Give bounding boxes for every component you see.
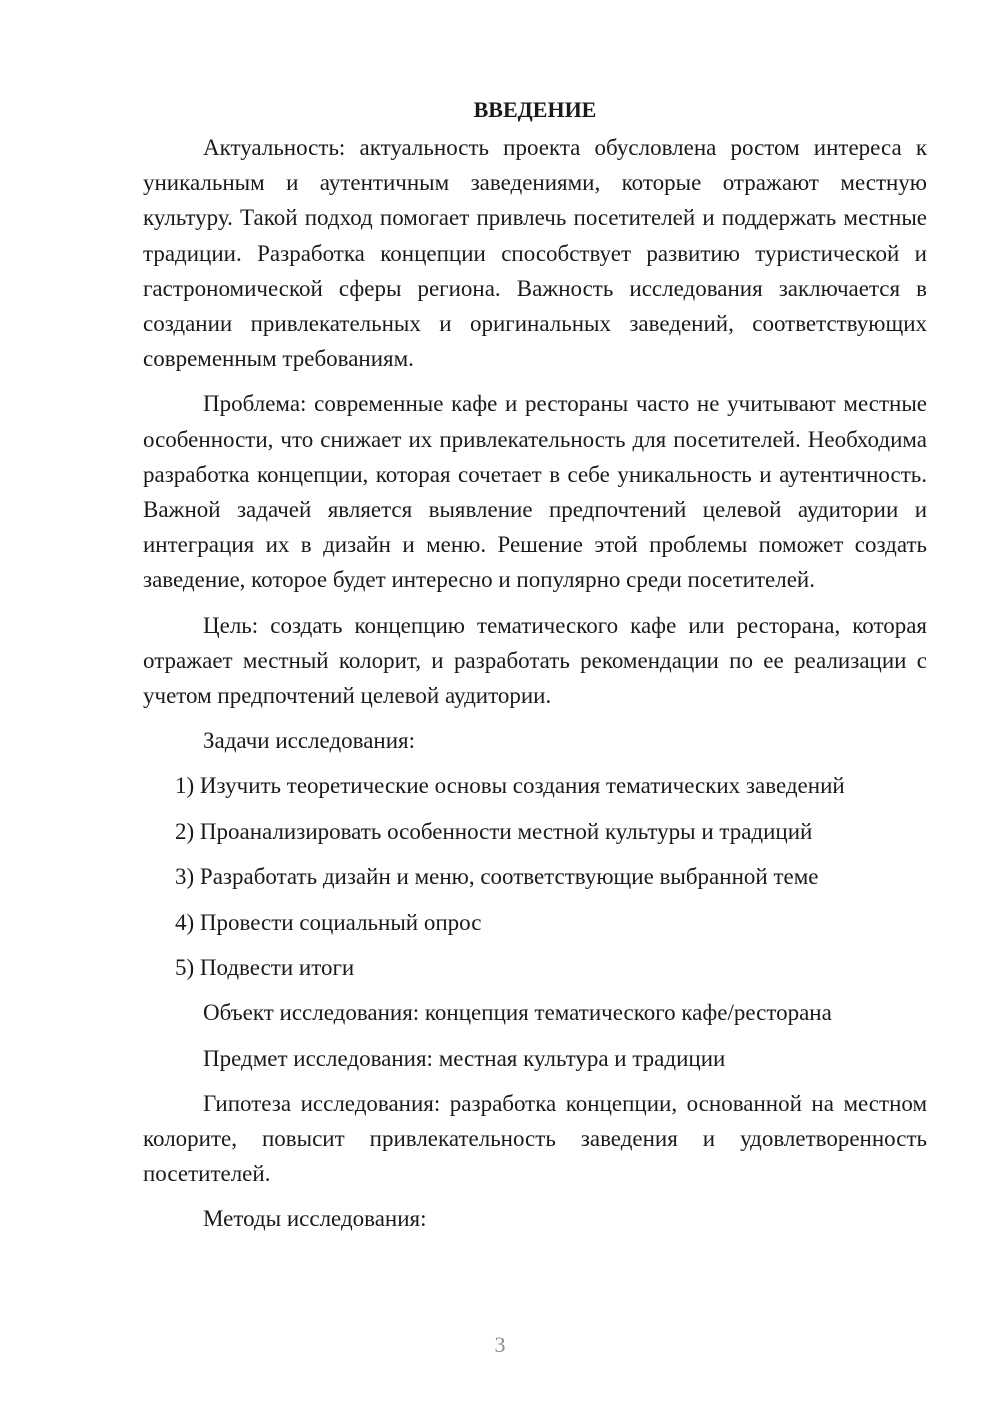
paragraph-goal: Цель: создать концепцию тематического кафе или ресторана, которая отражает местный колорит, и разработать рекомендации по ее реализации с учетом предпочтений целевой аудитории. <box>143 612 927 709</box>
paragraph-relevance: Актуальность: актуальность проекта обусловлена ростом интереса к уникальным и аутентичным заведениями, которые отражают местную культуру. Такой подход помогает привлечь посетителей и поддержать местные традиции. Разработка концепции способствует развитию туристической и гастрономической сферы региона. Важность исследования заключается в создании привлекательных и оригинальных заведений, соответствующих современным требованиям. <box>143 135 927 372</box>
list-item: 5) Подвести итоги <box>175 955 355 981</box>
page-content <box>143 90 927 1247</box>
list-item: 4) Провести социальный опрос <box>175 909 482 935</box>
paragraph-object: Объект исследования: концепция тематического кафе/ресторана <box>203 1000 832 1026</box>
tasks-heading: Задачи исследования: <box>203 728 416 754</box>
list-item: 3) Разработать дизайн и меню, соответствующие выбранной теме <box>175 864 819 890</box>
methods-heading: Методы исследования: <box>203 1206 427 1232</box>
tasks-list <box>143 768 927 985</box>
paragraph-subject: Предмет исследования: местная культура и традиции <box>203 1045 726 1071</box>
paragraph-hypothesis: Гипотеза исследования: разработка концепции, основанной на местном колорите, повысит привлекательность заведения и удовлетворенность посетителей. <box>143 1090 927 1187</box>
list-item: 1) Изучить теоретические основы создания тематических заведений <box>175 773 845 799</box>
page-title: ВВЕДЕНИЕ <box>473 97 597 122</box>
list-item: 2) Проанализировать особенности местной культуры и традиций <box>175 818 813 844</box>
paragraph-problem: Проблема: современные кафе и рестораны часто не учитывают местные особенности, что снижает их привлекательность для посетителей. Необходима разработка концепции, которая сочетает в себе уникальность и аутентичность. Важной задачей является выявление предпочтений целевой аудитории и интеграция их в дизайн и меню. Решение этой проблемы поможет создать заведение, которое будет интересно и популярно среди посетителей. <box>143 391 927 593</box>
page-number: 3 <box>494 1332 506 1357</box>
